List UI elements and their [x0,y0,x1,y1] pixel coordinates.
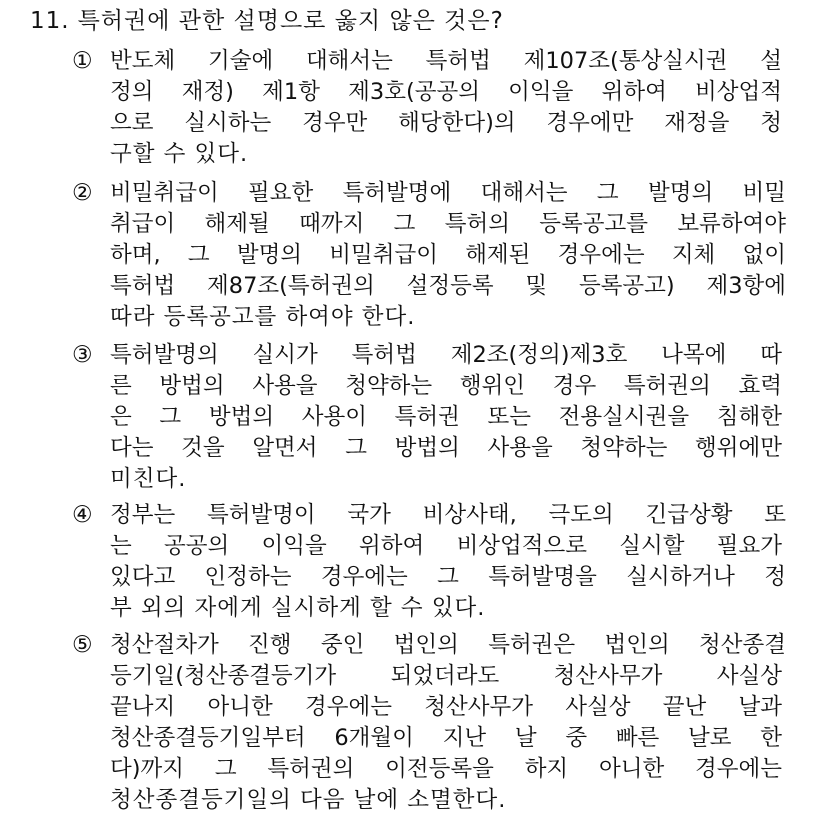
option-5-line-2: 등기일(청산종결등기가 되었더라도 청산사무가 사실상 [110,663,782,689]
option-1-line-4: 구할 수 있다. [110,141,249,167]
option-3-line-5: 미친다. [110,466,187,492]
question-number: 11. [30,8,70,34]
option-1-line-1: 반도체 기술에 대해서는 특허법 제107조(통상실시권 설 [110,48,782,74]
option-marker-4: ④ [72,502,93,528]
option-marker-5: ⑤ [72,632,93,658]
option-3-line-2: 른 방법의 사용을 청약하는 행위인 경우 특허권의 효력 [110,373,782,399]
option-3-line-1: 특허발명의 실시가 특허법 제2조(정의)제3호 나목에 따 [110,342,782,368]
option-4-line-3: 있다고 인정하는 경우에는 그 특허발명을 실시하거나 정 [110,564,786,590]
option-2-line-4: 특허법 제87조(특허권의 설정등록 및 등록공고) 제3항에 [110,273,786,299]
option-3-line-4: 다는 것을 알면서 그 방법의 사용을 청약하는 행위에만 [110,435,782,461]
option-2-line-3: 하며, 그 발명의 비밀취급이 해제된 경우에는 지체 없이 [110,242,786,268]
option-5-line-3: 끝나지 아니한 경우에는 청산사무가 사실상 끝난 날과 [110,694,782,720]
option-marker-3: ③ [72,342,93,368]
question-stem [30,6,504,36]
question-text: 특허권에 관한 설명으로 옳지 않은 것은? [77,8,504,34]
option-3-line-3: 은 그 방법의 사용이 특허권 또는 전용실시권을 침해한 [110,404,782,430]
option-5-line-4: 청산종결등기일부터 6개월이 지난 날 중 빠른 날로 한 [110,725,782,751]
option-2-line-1: 비밀취급이 필요한 특허발명에 대해서는 그 발명의 비밀 [110,180,786,206]
option-5-line-6: 청산종결등기일의 다음 날에 소멸한다. [110,787,507,813]
option-4-line-2: 는 공공의 이익을 위하여 비상업적으로 실시할 필요가 [110,533,782,559]
option-2-line-2: 취급이 해제될 때까지 그 특허의 등록공고를 보류하여야 [110,211,786,237]
option-1-line-2: 정의 재정) 제1항 제3호(공공의 이익을 위하여 비상업적 [110,79,782,105]
option-4-line-4: 부 외의 자에게 실시하게 할 수 있다. [110,595,486,621]
option-1-line-3: 으로 실시하는 경우만 해당한다)의 경우에만 재정을 청 [110,110,782,136]
option-2-line-5: 따라 등록공고를 하여야 한다. [110,304,416,330]
option-4-line-1: 정부는 특허발명이 국가 비상사태, 극도의 긴급상황 또 [110,502,786,528]
option-marker-1: ① [72,48,93,74]
option-marker-2: ② [72,180,93,206]
option-5-line-5: 다)까지 그 특허권의 이전등록을 하지 아니한 경우에는 [110,756,782,782]
option-5-line-1: 청산절차가 진행 중인 법인의 특허권은 법인의 청산종결 [110,632,786,658]
